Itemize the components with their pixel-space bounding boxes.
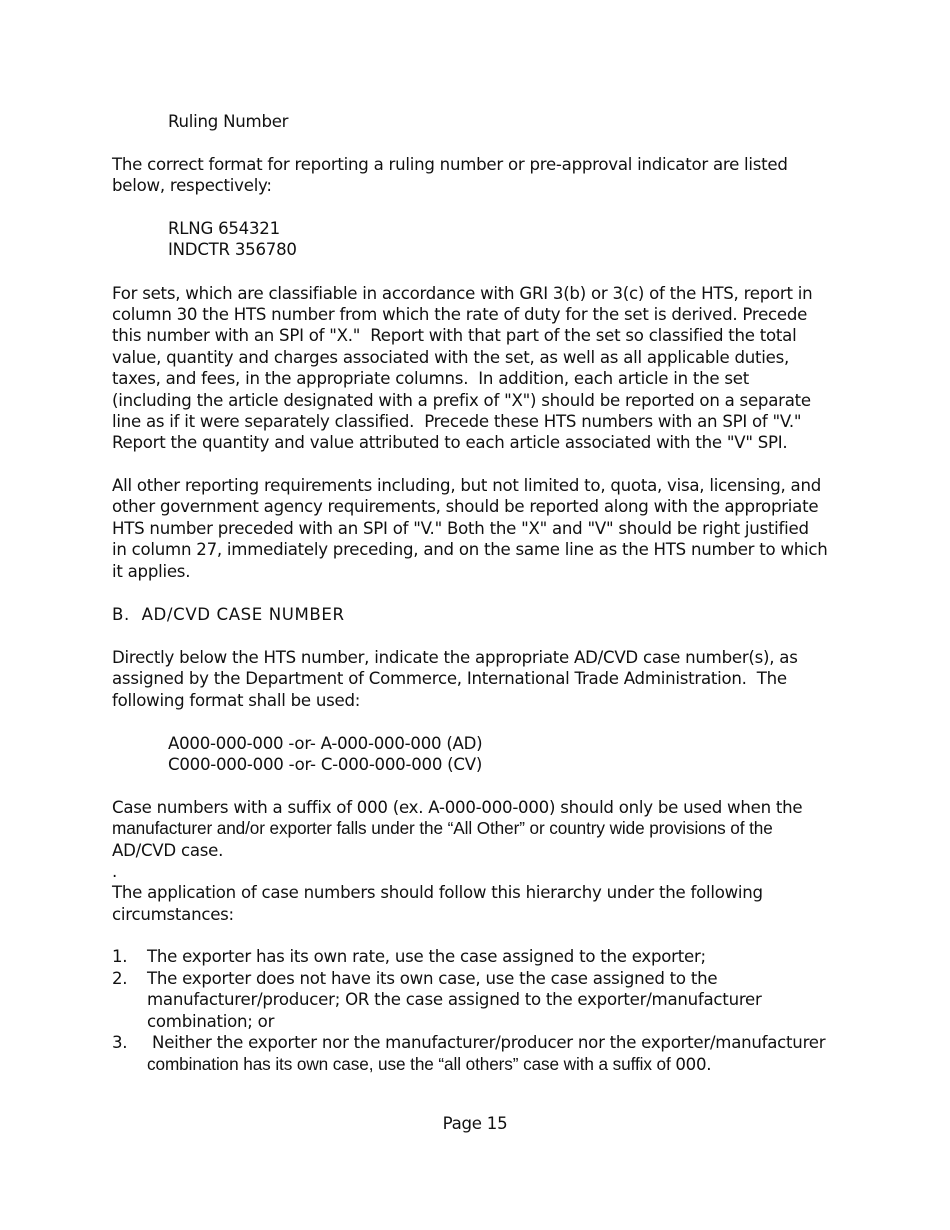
list-item-1: The exporter has its own rate, use the case assigned to the exporter; [147,947,706,966]
page-number: Page 15 [442,1113,508,1133]
sets-paragraph-line: Report the quantity and value attributed to each article associated with the "V" SPI. [112,433,788,452]
list-item-3-suffix: 000. [675,1055,712,1074]
directly-below-line: assigned by the Department of Commerce, International Trade Administration. The [112,669,787,688]
ruling-number-label: Ruling Number [168,112,289,131]
list-number: 3. [112,1033,128,1052]
other-requirements-line: other government agency requirements, should be reported along with the appropriate [112,497,819,516]
list-item-2-line: manufacturer/producer; OR the case assigned to the exporter/manufacturer [147,990,762,1009]
directly-below-line: following format shall be used: [112,691,361,710]
suffix-paragraph-line: manufacturer and/or exporter falls under the “All Other” or country wide provisions of the [112,818,773,838]
sets-paragraph-line: this number with an SPI of "X." Report with that part of the set so classified the total [112,326,797,345]
suffix-paragraph-line: AD/CVD case. [112,841,224,860]
application-paragraph-line: circumstances: [112,905,234,924]
section-b-heading: B. AD/CVD CASE NUMBER [112,605,345,624]
directly-below-line: Directly below the HTS number, indicate the appropriate AD/CVD case number(s), as [112,648,798,667]
application-paragraph-line: The application of case numbers should follow this hierarchy under the following [112,883,763,902]
suffix-paragraph-line: Case numbers with a suffix of 000 (ex. A-000-000-000) should only be used when the [112,798,803,817]
sets-paragraph-line: (including the article designated with a prefix of "X") should be reported on a separate [112,391,811,410]
ad-case-format: A000-000-000 -or- A-000-000-000 (AD) [168,734,483,753]
indicator-example: INDCTR 356780 [168,240,297,259]
other-requirements-line: in column 27, immediately preceding, and on the same line as the HTS number to which [112,540,828,559]
list-number: 1. [112,947,128,966]
other-requirements-line: All other reporting requirements including, but not limited to, quota, visa, licensing, and [112,476,821,495]
sets-paragraph-line: For sets, which are classifiable in accordance with GRI 3(b) or 3(c) of the HTS, report in [112,284,813,303]
list-number: 2. [112,969,128,988]
list-item-3-line: Neither the exporter nor the manufacturer/producer nor the exporter/manufacturer [147,1033,826,1052]
list-item-2-line: combination; or [147,1012,275,1031]
list-item-3-line [147,1054,711,1075]
other-requirements-line: HTS number preceded with an SPI of "V." Both the "X" and "V" should be right justified [112,519,809,538]
stray-period: . [112,862,118,881]
ruling-example: RLNG 654321 [168,219,280,238]
format-paragraph-line: The correct format for reporting a ruling number or pre-approval indicator are listed [112,155,788,174]
list-item-3-text: combination has its own case, use the “all others” case with a suffix of [147,1054,676,1074]
sets-paragraph-line: value, quantity and charges associated with the set, as well as all applicable duties, [112,348,790,367]
sets-paragraph-line: column 30 the HTS number from which the rate of duty for the set is derived. Precede [112,305,808,324]
sets-paragraph-line: line as if it were separately classified. Precede these HTS numbers with an SPI of "V." [112,412,802,431]
format-paragraph-line: below, respectively: [112,176,272,195]
other-requirements-line: it applies. [112,562,191,581]
sets-paragraph-line: taxes, and fees, in the appropriate columns. In addition, each article in the set [112,369,750,388]
list-item-2-line: The exporter does not have its own case, use the case assigned to the [147,969,718,988]
cv-case-format: C000-000-000 -or- C-000-000-000 (CV) [168,755,483,774]
